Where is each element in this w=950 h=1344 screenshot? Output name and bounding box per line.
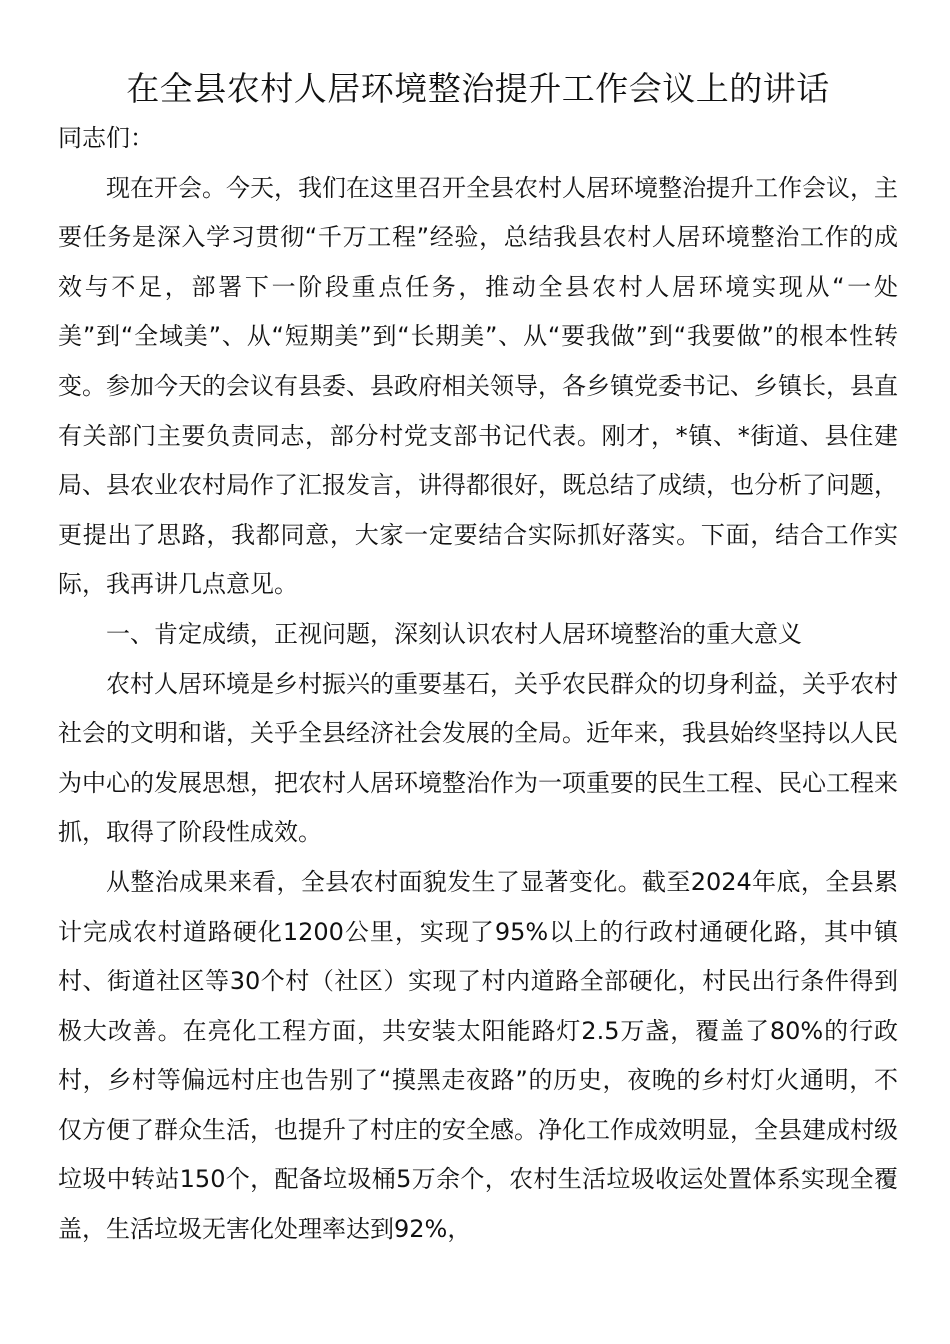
document-body bbox=[58, 64, 898, 1255]
salutation: 同志们： bbox=[58, 124, 154, 152]
paragraph-significance: 农村人居环境是乡村振兴的重要基石，关乎农民群众的切身利益，关乎农村社会的文明和谐，关乎全县经济社会发展的全局。近年来，我县始终坚持以人民为中心的发展思想，把农村人居环境整治作为一项重要的民生工程、民心工程来抓，取得了阶段性成效。 bbox=[58, 669, 898, 847]
paragraph-achievements: 从整治成果来看，全县农村面貌发生了显著变化。截至2024年底，全县累计完成农村道路硬化1200公里，实现了95%以上的行政村通硬化路，其中镇村、街道社区等30个村（社区）实现了村内道路全部硬化，村民出行条件得到极大改善。在亮化工程方面，共安装太阳能路灯2.5万盏，覆盖了80%的行政村，乡村等偏远村庄也告别了“摸黑走夜路”的历史，夜晚的乡村灯火通明，不仅方便了群众生活，也提升了村庄的安全感。净化工作成效明显，全县建成村级垃圾中转站150个，配备垃圾桶5万余个，农村生活垃圾收运处置体系实现全覆盖，生活垃圾无害化处理率达到92%， bbox=[58, 867, 898, 1244]
paragraph-opening: 现在开会。今天，我们在这里召开全县农村人居环境整治提升工作会议，主要任务是深入学习贯彻“千万工程”经验，总结我县农村人居环境整治工作的成效与不足，部署下一阶段重点任务，推动全县农村人居环境实现从“一处美”到“全域美”、从“短期美”到“长期美”、从“要我做”到“我要做”的根本性转变。参加今天的会议有县委、县政府相关领导，各乡镇党委书记、乡镇长，县直有关部门主要负责同志，部分村党支部书记代表。刚才，*镇、*街道、县住建局、县农业农村局作了汇报发言，讲得都很好，既总结了成绩，也分析了问题，更提出了思路，我都同意，大家一定要结合实际抓好落实。下面，结合工作实际，我再讲几点意见。 bbox=[58, 173, 898, 599]
section-heading-1: 一、肯定成绩，正视问题，深刻认识农村人居环境整治的重大意义 bbox=[106, 619, 802, 648]
document-title: 在全县农村人居环境整治提升工作会议上的讲话 bbox=[126, 69, 830, 108]
